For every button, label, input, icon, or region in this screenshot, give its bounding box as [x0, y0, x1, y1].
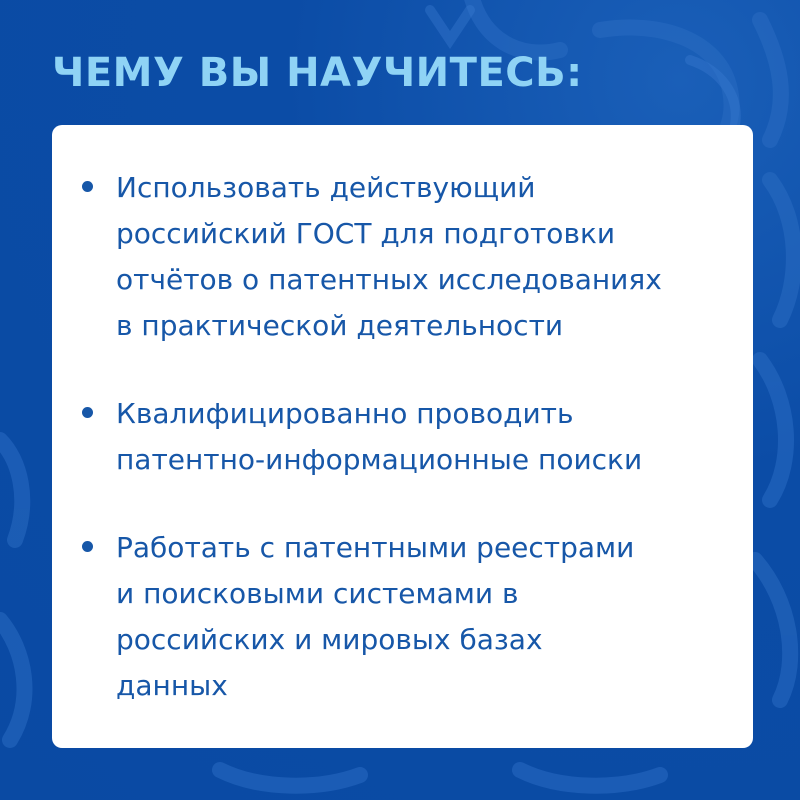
list-item-line: Использовать действующий [116, 171, 536, 204]
list-item-line: данных [116, 669, 228, 702]
list-item-line: Квалифицированно проводить [116, 397, 574, 430]
list-item-line: Работать с патентными реестрами [116, 531, 635, 564]
list-item [116, 391, 736, 483]
bullet-icon [82, 407, 93, 418]
list-item [116, 165, 736, 349]
list-item-line: российский ГОСТ для подготовки [116, 217, 616, 250]
list-item-line: патентно-информационные поиски [116, 443, 643, 476]
list-item-line: в практической деятельности [116, 309, 564, 342]
list-item-line: российских и мировых базах [116, 623, 543, 656]
list-item-line: и поисковыми системами в [116, 577, 519, 610]
list-item-line: отчётов о патентных исследованиях [116, 263, 662, 296]
bullet-icon [82, 541, 93, 552]
list-item [116, 525, 736, 709]
learning-outcomes-card [52, 125, 753, 748]
bullet-icon [82, 181, 93, 192]
page-title: ЧЕМУ ВЫ НАУЧИТЕСЬ: [52, 50, 583, 96]
